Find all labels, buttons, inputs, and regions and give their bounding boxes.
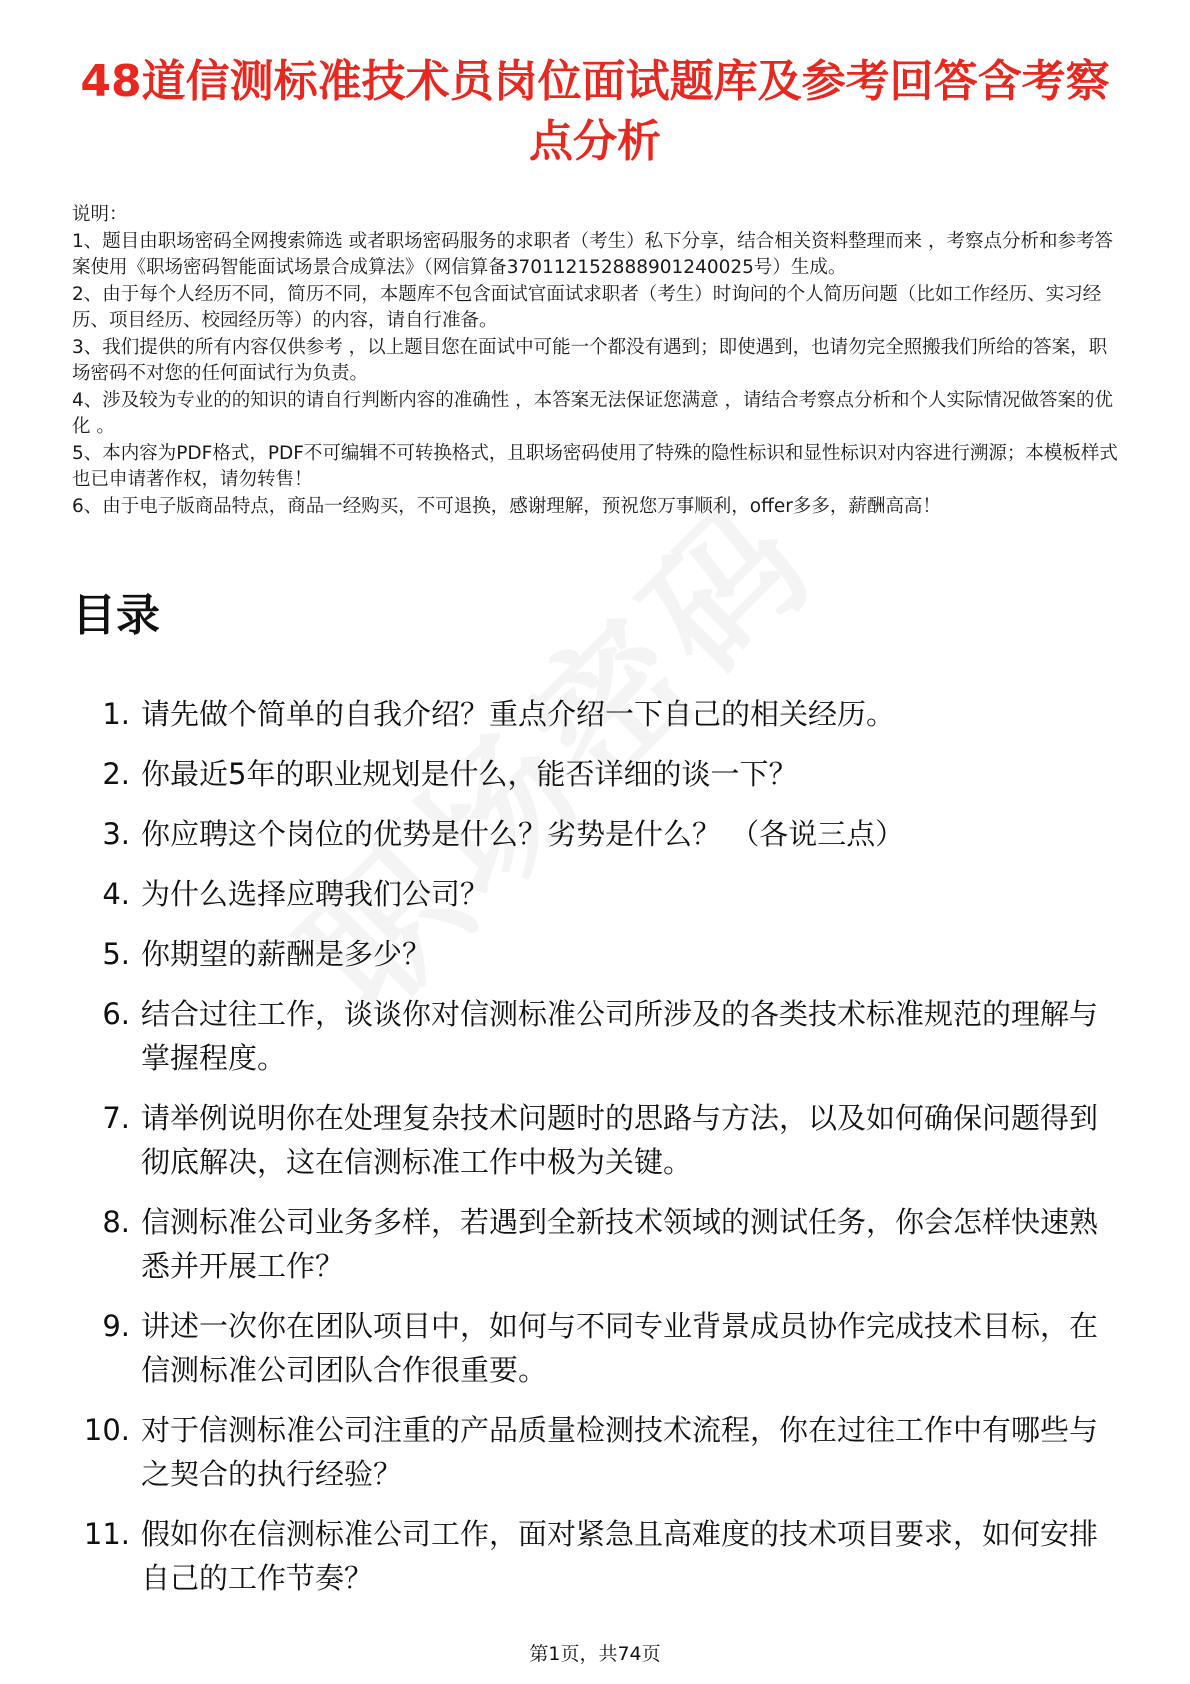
- toc-item-text: 信测标准公司业务多样，若遇到全新技术领域的测试任务，你会怎样快速熟悉并开展工作？: [141, 1205, 1099, 1283]
- toc-item-text: 请举例说明你在处理复杂技术问题时的思路与方法，以及如何确保问题得到彻底解决，这在信测标准工作中极为关键。: [141, 1101, 1099, 1179]
- note-item: 2、由于每个人经历不同，简历不同，本题库不包含面试官面试求职者（考生）时询问的个人简历问题（比如工作经历、实习经历、项目经历、校园经历等）的内容，请自行准备。: [72, 283, 1102, 331]
- toc-item-number: 1.: [102, 697, 130, 731]
- toc-item[interactable]: [72, 1304, 1122, 1392]
- toc-item[interactable]: [72, 1096, 1122, 1184]
- toc-item-text: 为什么选择应聘我们公司？: [141, 877, 490, 911]
- notes-section: [72, 202, 1122, 520]
- toc-item[interactable]: [72, 1512, 1122, 1600]
- toc-heading: 目录: [72, 590, 160, 641]
- toc-item[interactable]: [72, 1408, 1122, 1496]
- toc-item-number: 9.: [102, 1309, 130, 1343]
- toc-item-text: 你最近5年的职业规划是什么，能否详细的谈一下？: [141, 757, 798, 791]
- toc-item-number: 2.: [102, 757, 130, 791]
- toc-item-number: 4.: [102, 877, 130, 911]
- toc-item-text: 请先做个简单的自我介绍？重点介绍一下自己的相关经历。: [141, 697, 896, 731]
- toc-item[interactable]: [72, 992, 1122, 1080]
- toc-item[interactable]: [72, 812, 1122, 856]
- toc-item-number: 3.: [102, 817, 130, 851]
- toc-list: [72, 692, 1122, 1616]
- toc-item-text: 假如你在信测标准公司工作，面对紧急且高难度的技术项目要求，如何安排自己的工作节奏？: [141, 1517, 1099, 1595]
- toc-item[interactable]: [72, 872, 1122, 916]
- document-title: 48道信测标准技术员岗位面试题库及参考回答含考察点分析: [80, 56, 1110, 167]
- toc-item-number: 8.: [102, 1205, 130, 1239]
- note-item: 4、涉及较为专业的的知识的请自行判断内容的准确性 ，本答案无法保证您满意 ，请结合考察点分析和个人实际情况做答案的优化 。: [72, 389, 1114, 437]
- toc-item-text: 讲述一次你在团队项目中，如何与不同专业背景成员协作完成技术目标，在信测标准公司团队合作很重要。: [141, 1309, 1099, 1387]
- toc-item-number: 5.: [102, 937, 130, 971]
- toc-item-number: 10.: [83, 1413, 130, 1447]
- toc-item-text: 你期望的薪酬是多少？: [141, 937, 432, 971]
- page-footer: 第1页，共74页: [529, 1643, 661, 1665]
- toc-item-number: 6.: [102, 997, 130, 1031]
- toc-item[interactable]: [72, 932, 1122, 976]
- note-item: 3、我们提供的所有内容仅供参考 ，以上题目您在面试中可能一个都没有遇到；即使遇到，也请勿完全照搬我们所给的答案，职场密码不对您的任何面试行为负责。: [72, 336, 1108, 384]
- notes-heading: 说明：: [72, 204, 128, 225]
- toc-item[interactable]: [72, 692, 1122, 736]
- toc-item-number: 11.: [83, 1517, 130, 1551]
- note-item: 6、由于电子版商品特点，商品一经购买，不可退换，感谢理解，预祝您万事顺利，offer多多，薪酬高高！: [72, 495, 941, 517]
- toc-item-number: 7.: [102, 1101, 130, 1135]
- toc-item-text: 结合过往工作，谈谈你对信测标准公司所涉及的各类技术标准规范的理解与掌握程度。: [141, 997, 1099, 1075]
- toc-item-text: 你应聘这个岗位的优势是什么？劣势是什么？ （各说三点）: [141, 817, 905, 851]
- note-item: 1、题目由职场密码全网搜索筛选 或者职场密码服务的求职者（考生）私下分享，结合相关资料整理而来 ，考察点分析和参考答案使用《职场密码智能面试场景合成算法》（网信算备370112152888901240025号）生成。: [72, 230, 1114, 278]
- toc-item[interactable]: [72, 752, 1122, 796]
- note-item: 5、本内容为PDF格式，PDF不可编辑不可转换格式，且职场密码使用了特殊的隐性标识和显性标识对内容进行溯源；本模板样式也已申请著作权，请勿转售！: [72, 442, 1118, 490]
- toc-item-text: 对于信测标准公司注重的产品质量检测技术流程，你在过往工作中有哪些与之契合的执行经验？: [141, 1413, 1099, 1491]
- toc-item[interactable]: [72, 1200, 1122, 1288]
